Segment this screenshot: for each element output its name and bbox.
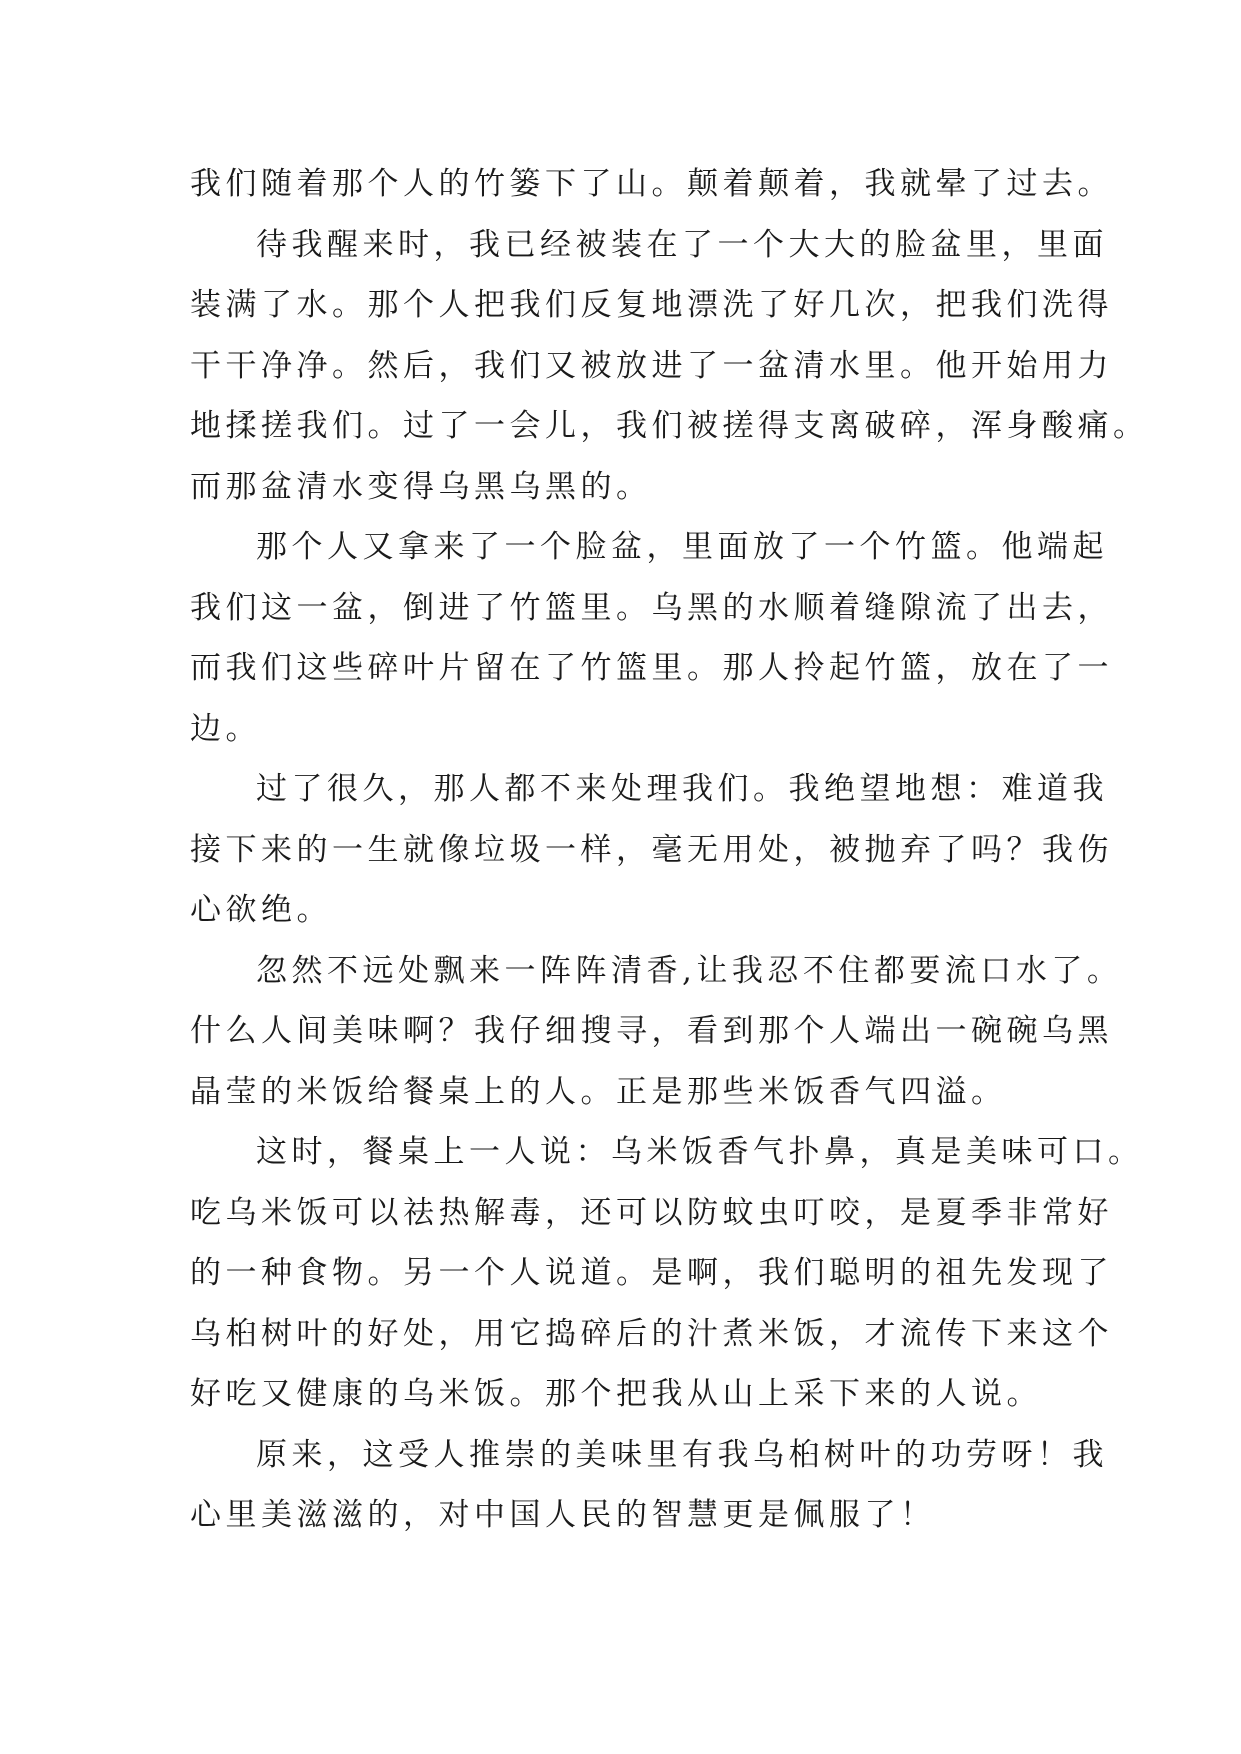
article-body [190,154,1149,1546]
text-line: 心里美滋滋的，对中国人民的智慧更是佩服了！ [190,1497,936,1533]
text-line: 干干净净。然后，我们又被放进了一盆清水里。他开始用力 [190,347,1113,384]
text-line: 边。 [190,710,261,747]
text-line: 晶莹的米饭给餐桌上的人。正是那些米饭香气四溢。 [190,1073,1007,1110]
text-line: 我们随着那个人的竹篓下了山。颠着颠着，我就晕了过去。 [190,166,1113,202]
text-line: 我们这一盆，倒进了竹篮里。乌黑的水顺着缝隙流了出去， [190,589,1113,626]
text-line: 什么人间美味啊？我仔细搜寻，看到那个人端出一碗碗乌黑 [190,1013,1113,1049]
paragraph-first-line: 那个人又拿来了一个脸盆，里面放了一个竹篮。他端起 [256,529,1108,565]
paragraph-first-line: 原来，这受人推崇的美味里有我乌桕树叶的功劳呀！我 [256,1436,1108,1473]
text-line: 的一种食物。另一个人说道。是啊，我们聪明的祖先发现了 [190,1255,1113,1291]
text-line: 地揉搓我们。过了一会儿，我们被搓得支离破碎，浑身酸痛。 [190,408,1149,444]
text-line: 好吃又健康的乌米饭。那个把我从山上采下来的人说。 [190,1376,1042,1412]
text-line: 心欲绝。 [190,892,332,928]
text-line: 接下来的一生就像垃圾一样，毫无用处，被抛弃了吗？我伤 [190,831,1113,868]
text-line: 吃乌米饭可以祛热解毒，还可以防蚊虫叮咬，是夏季非常好 [190,1194,1113,1231]
paragraph-first-line: 忽然不远处飘来一阵阵清香,让我忍不住都要流口水了。 [256,952,1123,989]
text-line: 装满了水。那个人把我们反复地漂洗了好几次，把我们洗得 [190,287,1113,323]
paragraph-first-line: 待我醒来时，我已经被装在了一个大大的脸盆里，里面 [256,226,1108,263]
text-line: 而那盆清水变得乌黑乌黑的。 [190,468,652,505]
paragraph-first-line: 过了很久，那人都不来处理我们。我绝望地想：难道我 [256,771,1108,807]
text-line: 乌桕树叶的好处，用它捣碎后的汁煮米饭，才流传下来这个 [190,1315,1113,1352]
text-line: 而我们这些碎叶片留在了竹篮里。那人拎起竹篮，放在了一 [190,650,1113,686]
paragraph-first-line: 这时，餐桌上一人说：乌米饭香气扑鼻，真是美味可口。 [256,1134,1144,1170]
